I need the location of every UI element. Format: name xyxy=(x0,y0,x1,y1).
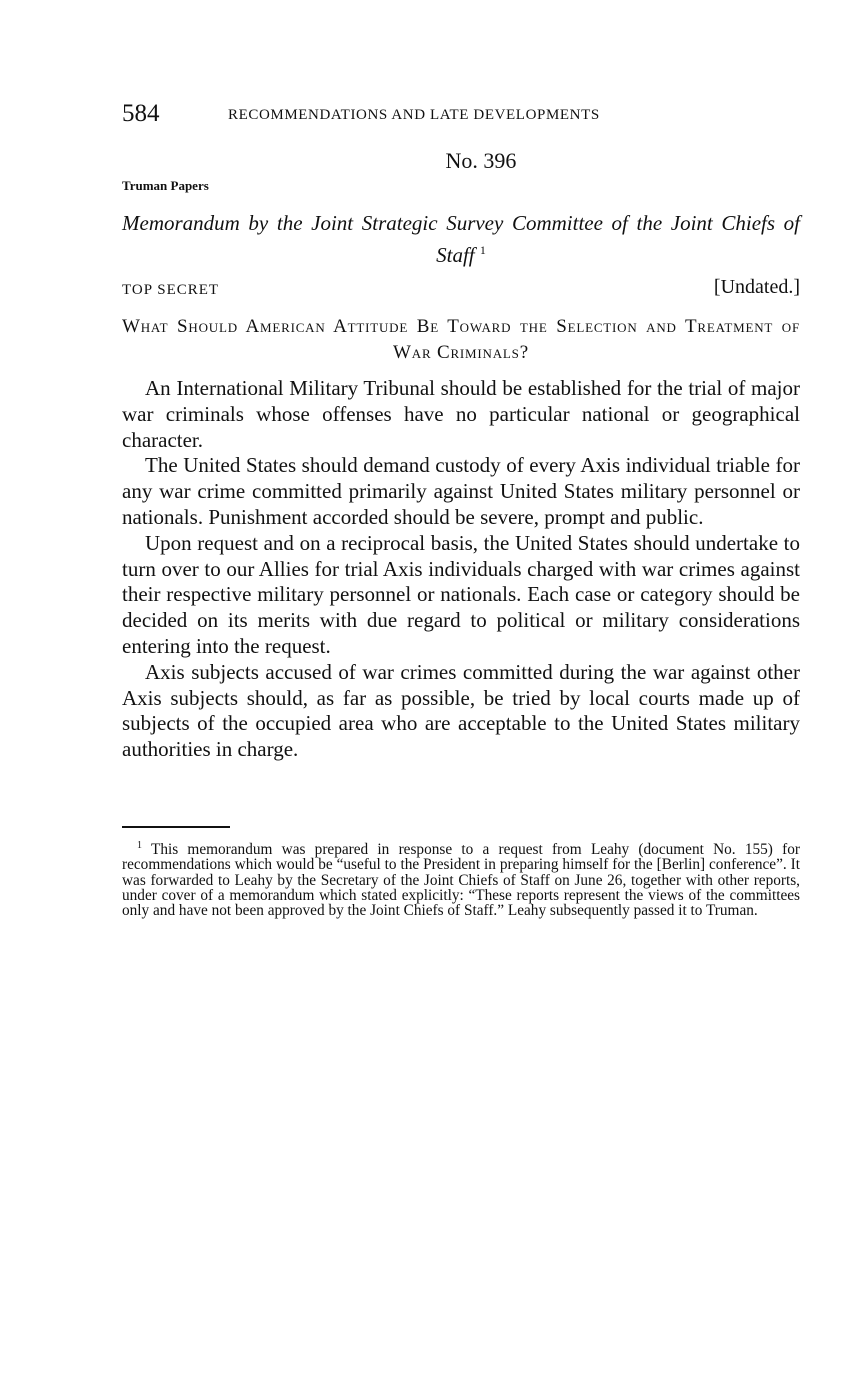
document-source: Truman Papers xyxy=(122,178,209,193)
document-date: [Undated.] xyxy=(713,276,800,298)
running-head xyxy=(122,100,800,130)
footnote-marker: 1 xyxy=(137,840,142,851)
footnote-text: This memorandum was prepared in response to a request from Leahy (document No. 155) for recommendations which would be “useful to the President in preparing himself for the [Berlin] conference”. It was forwarded to Leahy by the Secretary of the Joint Chiefs of Staff on June 26, together with other reports, under cover of a memorandum which stated explicitly: “These reports represent the views of the committees only and have not been approved by the Joint Chiefs of Staff.” Leahy subsequently passed it to Truman. xyxy=(122,841,800,920)
body-paragraph: An International Military Tribunal should be established for the trial of major war criminals whose offenses have no particular national or geographical character. xyxy=(122,376,800,452)
memorandum-body xyxy=(122,376,800,763)
classification-row xyxy=(122,276,800,302)
body-paragraph: The United States should demand custody of every Axis individual triable for any war crime committed primarily against United States military personnel or nationals. Punishment accorded should be severe, prompt and public. xyxy=(122,453,800,529)
body-paragraph: Upon request and on a reciprocal basis, the United States should undertake to turn over to our Allies for trial Axis individuals charged with war crimes against their respective military personnel or nationals. Each case or category should be decided on its merits with due regard to political or military considerations entering into the request. xyxy=(122,530,800,658)
page-number: 584 xyxy=(122,100,160,127)
section-heading: What Should American Attitude Be Toward the Selection and Treatment of War Criminals? xyxy=(122,316,800,363)
body-paragraph: Axis subjects accused of war crimes committed during the war against other Axis subjects should, as far as possible, be tried by local courts made up of subjects of the occupied area who are acceptable to the United States military authorities in charge. xyxy=(122,659,800,762)
document-title xyxy=(122,210,800,269)
document-title-text: Memorandum by the Joint Strategic Survey Committee of the Joint Chiefs of Staff xyxy=(122,211,800,267)
footnote-divider xyxy=(122,826,230,828)
classification-label: TOP SECRET xyxy=(122,282,220,298)
footnote xyxy=(122,838,800,919)
document-number: No. 396 xyxy=(445,148,517,173)
running-title: RECOMMENDATIONS AND LATE DEVELOPMENTS xyxy=(228,107,600,123)
footnote-reference: 1 xyxy=(479,243,486,257)
